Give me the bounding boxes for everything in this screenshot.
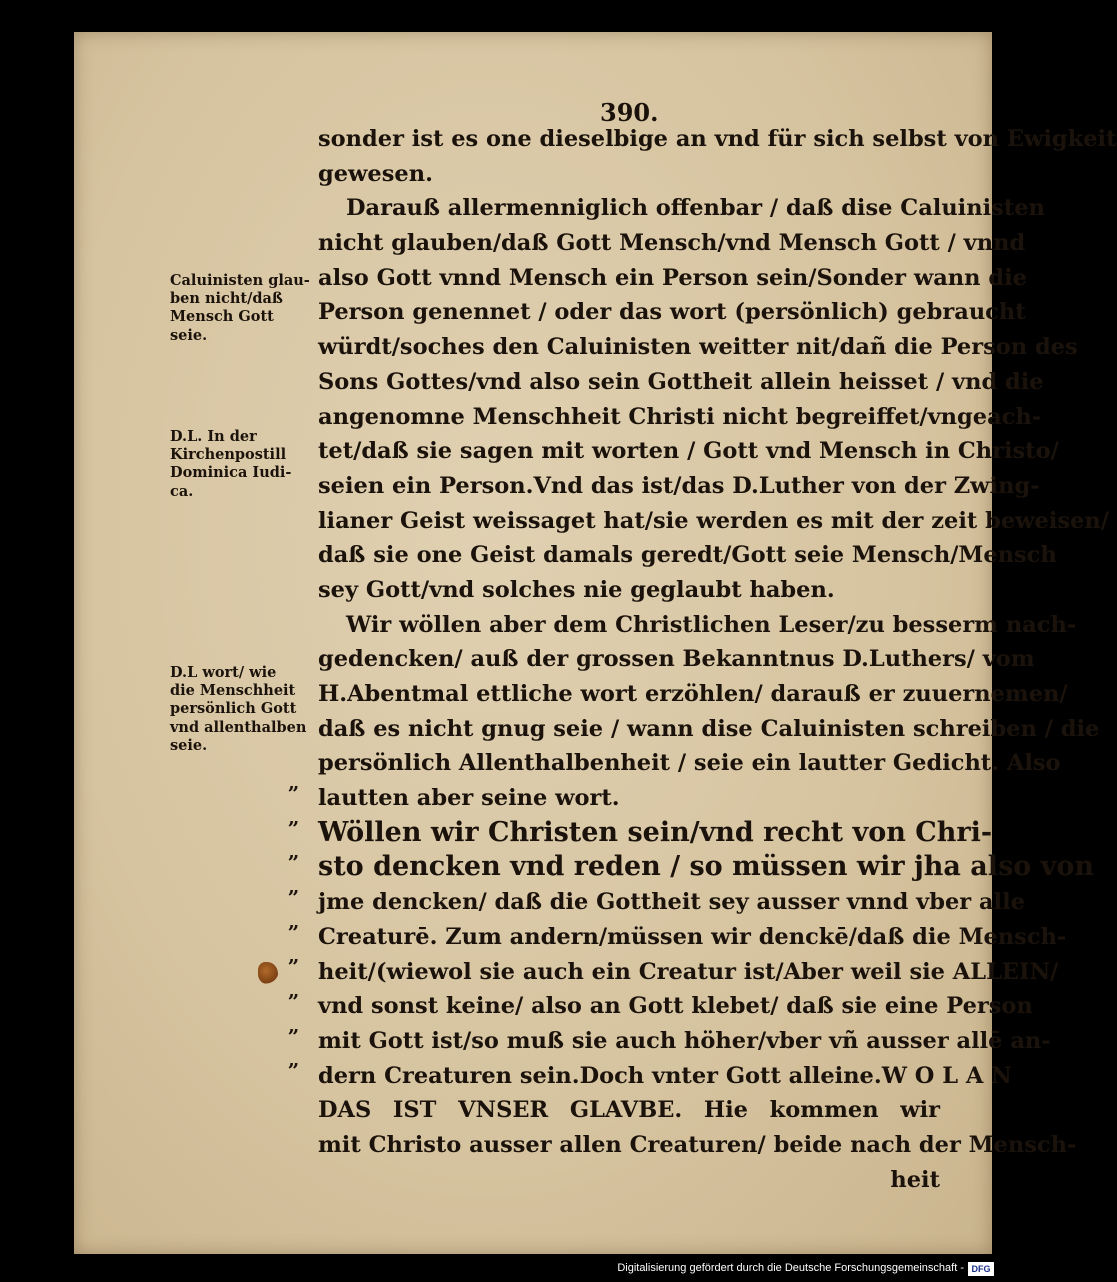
margin-note-line: seie. [170, 326, 208, 344]
margin-note-line: persönlich Gott [170, 700, 297, 718]
margin-note-line: D.L wort/ wie [170, 664, 277, 681]
text-line: seien ein Person.Vnd das ist/das D.Luther von der Zwing- [318, 472, 1040, 499]
text-line: gedencken/ auß der grossen Bekanntnus D.Luthers/ vom [318, 646, 1035, 673]
margin-note-line: vnd allenthalben [170, 718, 307, 736]
text-line: persönlich Allenthalbenheit / seie ein lautter Gedicht. Also [318, 750, 1061, 777]
text-line: Wir wöllen aber dem Christlichen Leser/zu besserm nach- [346, 611, 1077, 638]
quote-mark: „ [288, 874, 300, 898]
margin-note-3 [170, 664, 312, 755]
margin-note-line: seie. [170, 736, 208, 754]
quote-mark: „ [288, 770, 300, 794]
quoted-line: vnd sonst keine/ also an Gott klebet/ daß sie eine Person [318, 993, 1033, 1020]
text-line: Sons Gottes/vnd also sein Gottheit allein heisset / vnd die [318, 368, 1044, 395]
text-line: gewesen. [318, 160, 433, 187]
quoted-line: sto dencken vnd reden / so müssen wir jha also von [318, 851, 1094, 883]
text-line: Darauß allermenniglich offenbar / daß dise Caluinisten [346, 195, 1045, 222]
text-line: daß es nicht gnug seie / wann dise Caluinisten schreiben / die [318, 715, 1100, 742]
ink-blot-mark [258, 962, 278, 984]
quoted-line: Creaturē. Zum andern/müssen wir denckē/daß die Mensch- [318, 923, 1067, 950]
text-line: daß sie one Geist damals geredt/Gott seie Mensch/Mensch [318, 542, 1057, 569]
text-line: H.Abentmal ettliche wort erzöhlen/ darauß er zuuernemen/ [318, 681, 1068, 707]
page-number: 390. [600, 98, 659, 127]
margin-note-line: Kirchenpostill [170, 446, 287, 464]
quoted-line: Wöllen wir Christen sein/vnd recht von Chri- [318, 816, 993, 848]
quote-mark: „ [288, 1047, 300, 1071]
text-line: Person genennet / oder das wort (persönlich) gebraucht [318, 299, 1026, 326]
quoted-line: heit/(wiewol sie auch ein Creatur ist/Aber weil sie ALLEIN/ [318, 958, 1059, 985]
dfg-logo: DFG [968, 1262, 994, 1276]
text-line: sonder ist es one dieselbige an vnd für sich selbst von Ewigkeit [318, 126, 1117, 152]
margin-note-line: die Menschheit [170, 682, 296, 700]
margin-note-line: Caluinisten glau- [170, 272, 310, 289]
text-line: sey Gott/vnd solches nie geglaubt haben. [318, 576, 835, 603]
margin-note-2 [170, 428, 312, 501]
quoted-line: dern Creaturen sein.Doch vnter Gott alleine.W O L A N [318, 1062, 1012, 1089]
quoted-line: mit Gott ist/so muß sie auch höher/vber vñ ausser allē an- [318, 1027, 1051, 1054]
quote-mark: „ [288, 839, 300, 863]
catchword: heit [890, 1166, 940, 1193]
quote-mark: „ [288, 805, 300, 829]
margin-note-line: Dominica Iudi- [170, 464, 292, 482]
quote-mark: „ [288, 943, 300, 967]
margin-note-line: Mensch Gott [170, 308, 274, 326]
quote-mark: „ [288, 1013, 300, 1037]
margin-note-line: ca. [170, 482, 194, 500]
text-line: tet/daß sie sagen mit worten / Gott vnd Mensch in Christo/ [318, 438, 1059, 465]
margin-note-line: D.L. In der [170, 428, 257, 445]
main-text-block [318, 122, 1117, 1197]
quoted-line: DAS IST VNSER GLAVBE. Hie kommen wir [318, 1097, 940, 1124]
quoted-line: mit Christo ausser allen Creaturen/ beide nach der Mensch- [318, 1131, 1077, 1158]
text-line: würdt/soches den Caluinisten weitter nit/dañ die Person des [318, 334, 1078, 361]
quote-mark: „ [288, 978, 300, 1002]
quote-mark: „ [288, 909, 300, 933]
margin-note-1 [170, 272, 312, 345]
digitization-credit: Digitalisierung gefördert durch die Deutsche Forschungsgemeinschaft - [617, 1262, 964, 1274]
text-line: nicht glauben/daß Gott Mensch/vnd Mensch Gott / vnnd [318, 230, 1026, 257]
text-line: also Gott vnnd Mensch ein Person sein/Sonder wann die [318, 264, 1027, 291]
text-line: lianer Geist weissaget hat/sie werden es mit der zeit beweisen/ [318, 507, 1109, 534]
text-line: angenomne Menschheit Christi nicht begreiffet/vngeach- [318, 403, 1042, 430]
quoted-line: jme dencken/ daß die Gottheit sey ausser vnnd vber alle [318, 889, 1025, 916]
margin-note-line: ben nicht/daß [170, 290, 283, 308]
text-line: lautten aber seine wort. [318, 785, 620, 812]
